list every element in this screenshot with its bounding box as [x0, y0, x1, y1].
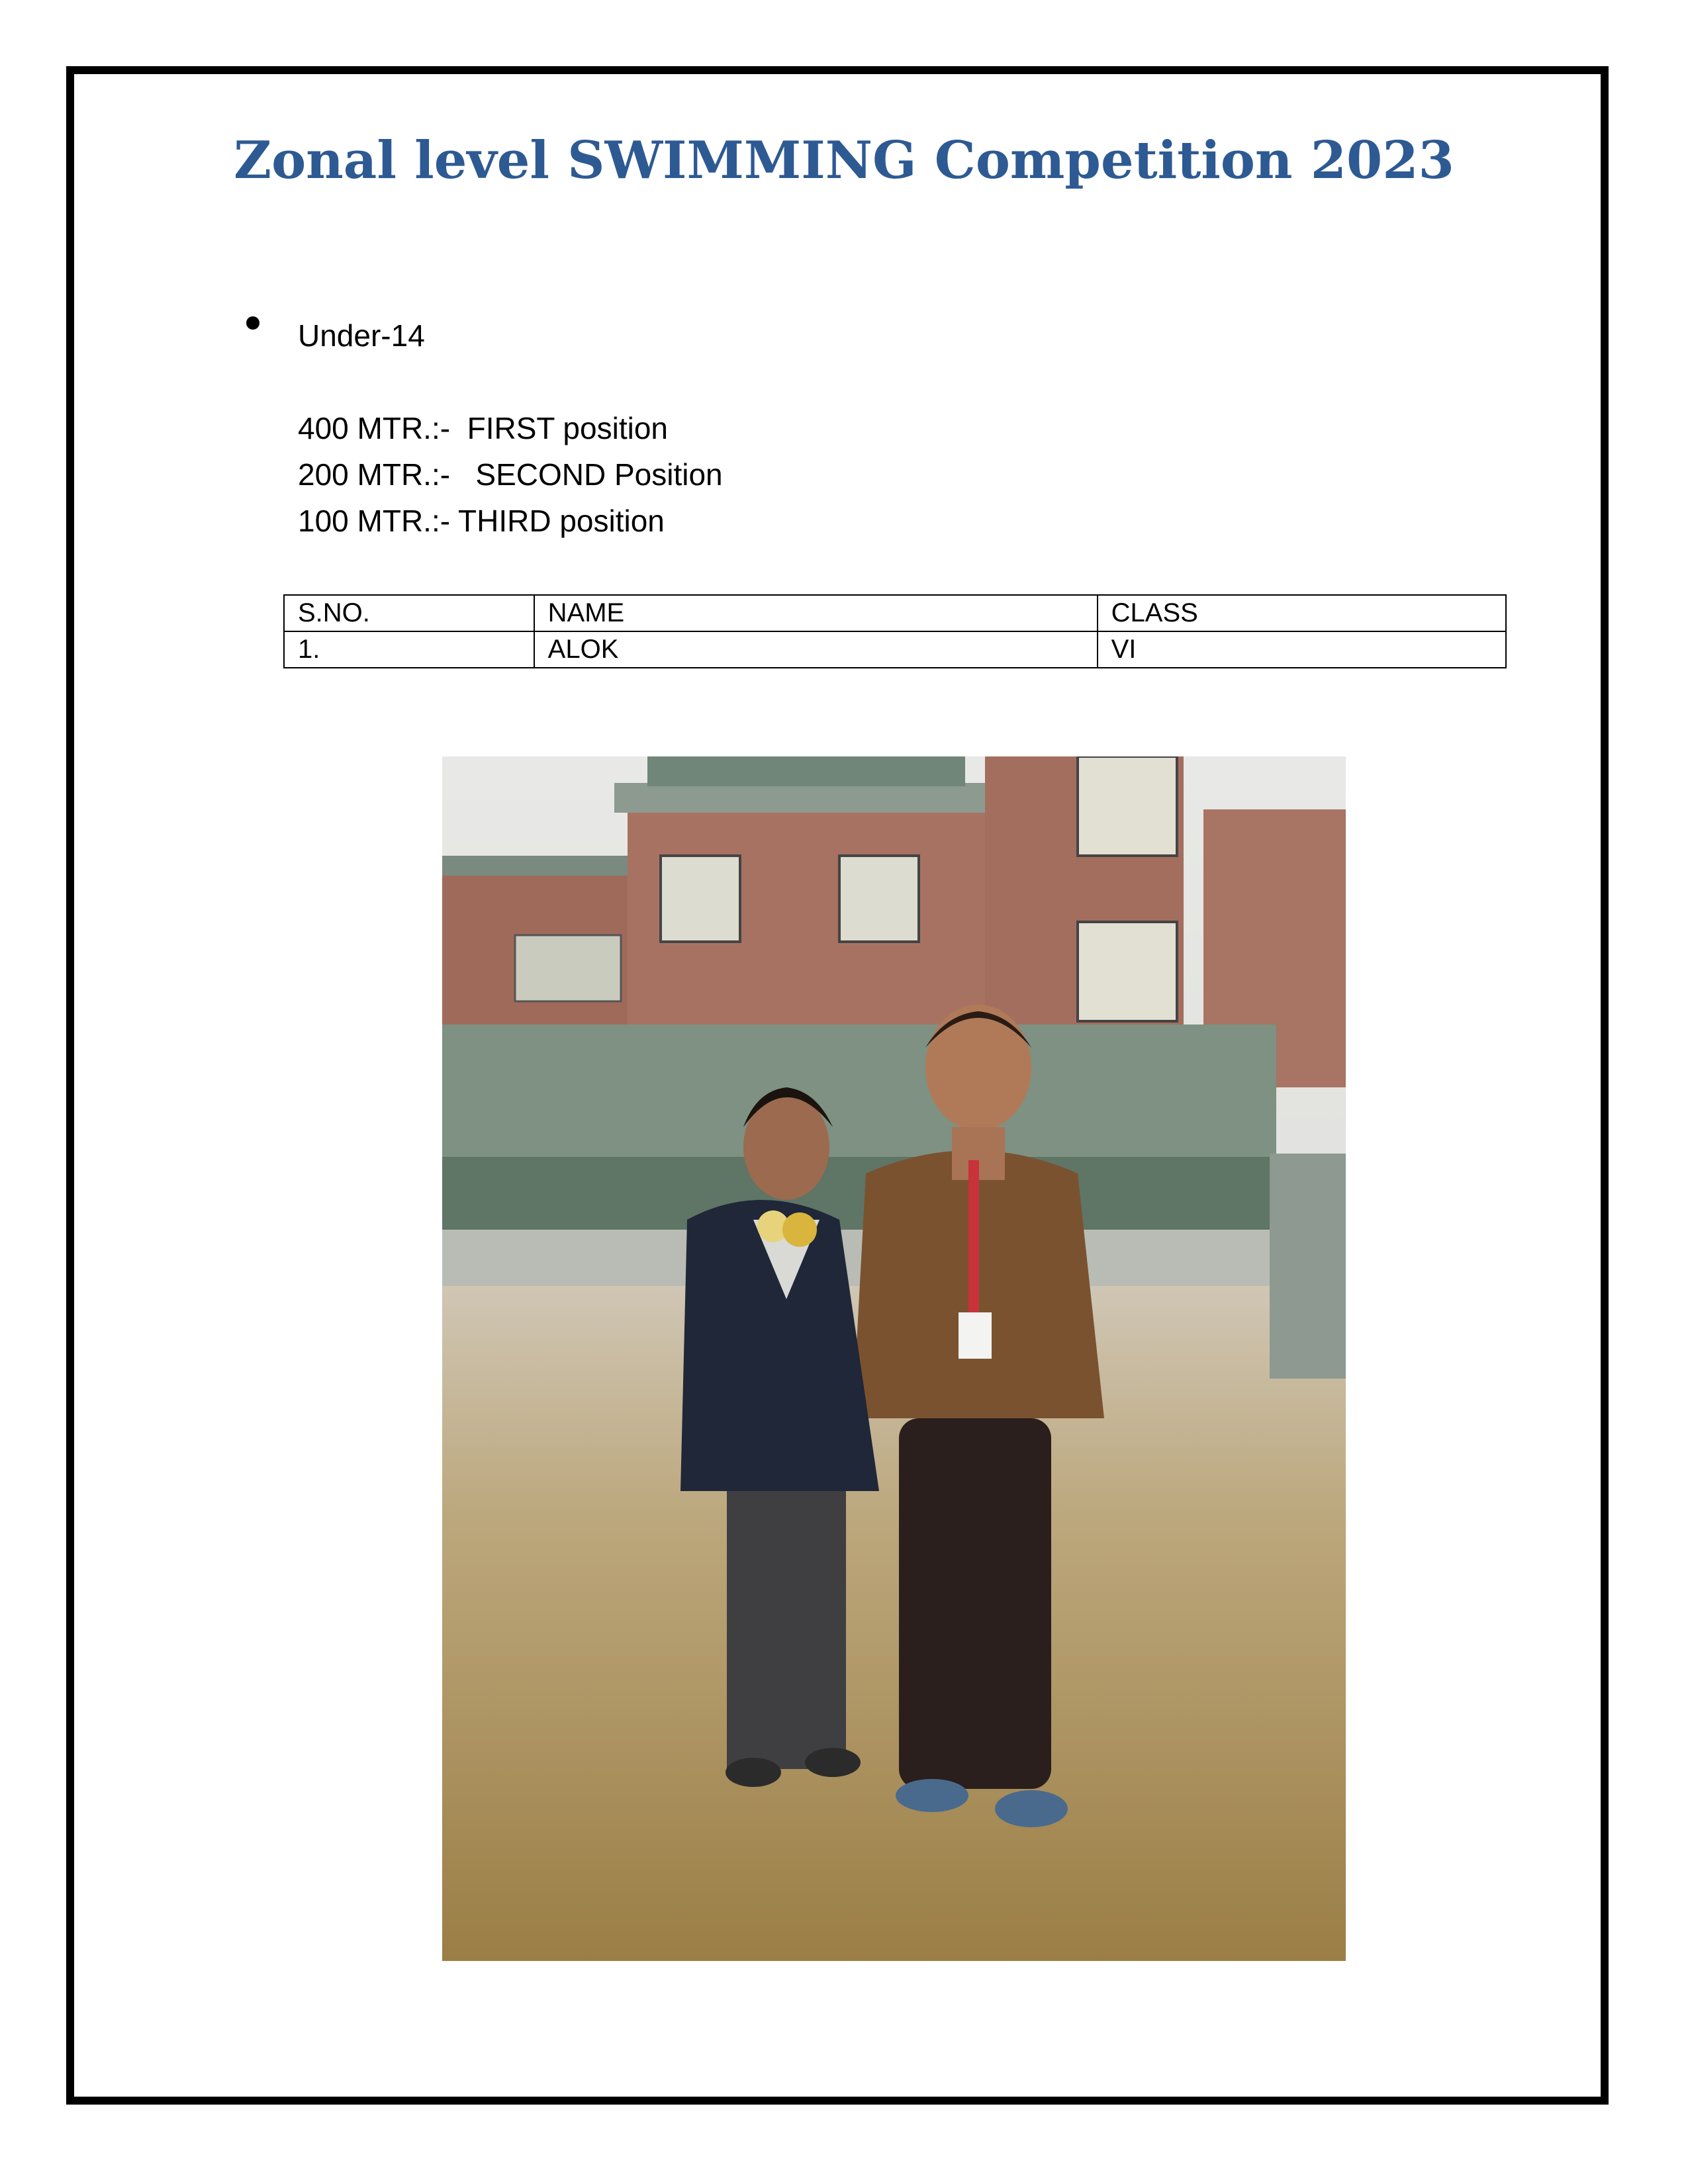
cell-sno: 1. — [284, 631, 534, 668]
category-label: Under-14 — [298, 318, 425, 353]
table-row — [284, 631, 1506, 668]
bullet-icon — [246, 316, 259, 330]
results-table — [283, 594, 1507, 668]
result-line-2: 200 MTR.:- SECOND Position — [298, 457, 723, 492]
result-line-3: 100 MTR.:- THIRD position — [298, 504, 665, 538]
header-sno: S.NO. — [284, 595, 534, 631]
cell-class: VI — [1098, 631, 1506, 668]
winner-photo — [442, 756, 1346, 1961]
table-header-row — [284, 595, 1506, 631]
header-name: NAME — [534, 595, 1098, 631]
result-line-1: 400 MTR.:- FIRST position — [298, 411, 668, 445]
header-class: CLASS — [1098, 595, 1506, 631]
page-title: Zonal level SWIMMING Competition 2023 — [234, 130, 1454, 191]
cell-name: ALOK — [534, 631, 1098, 668]
